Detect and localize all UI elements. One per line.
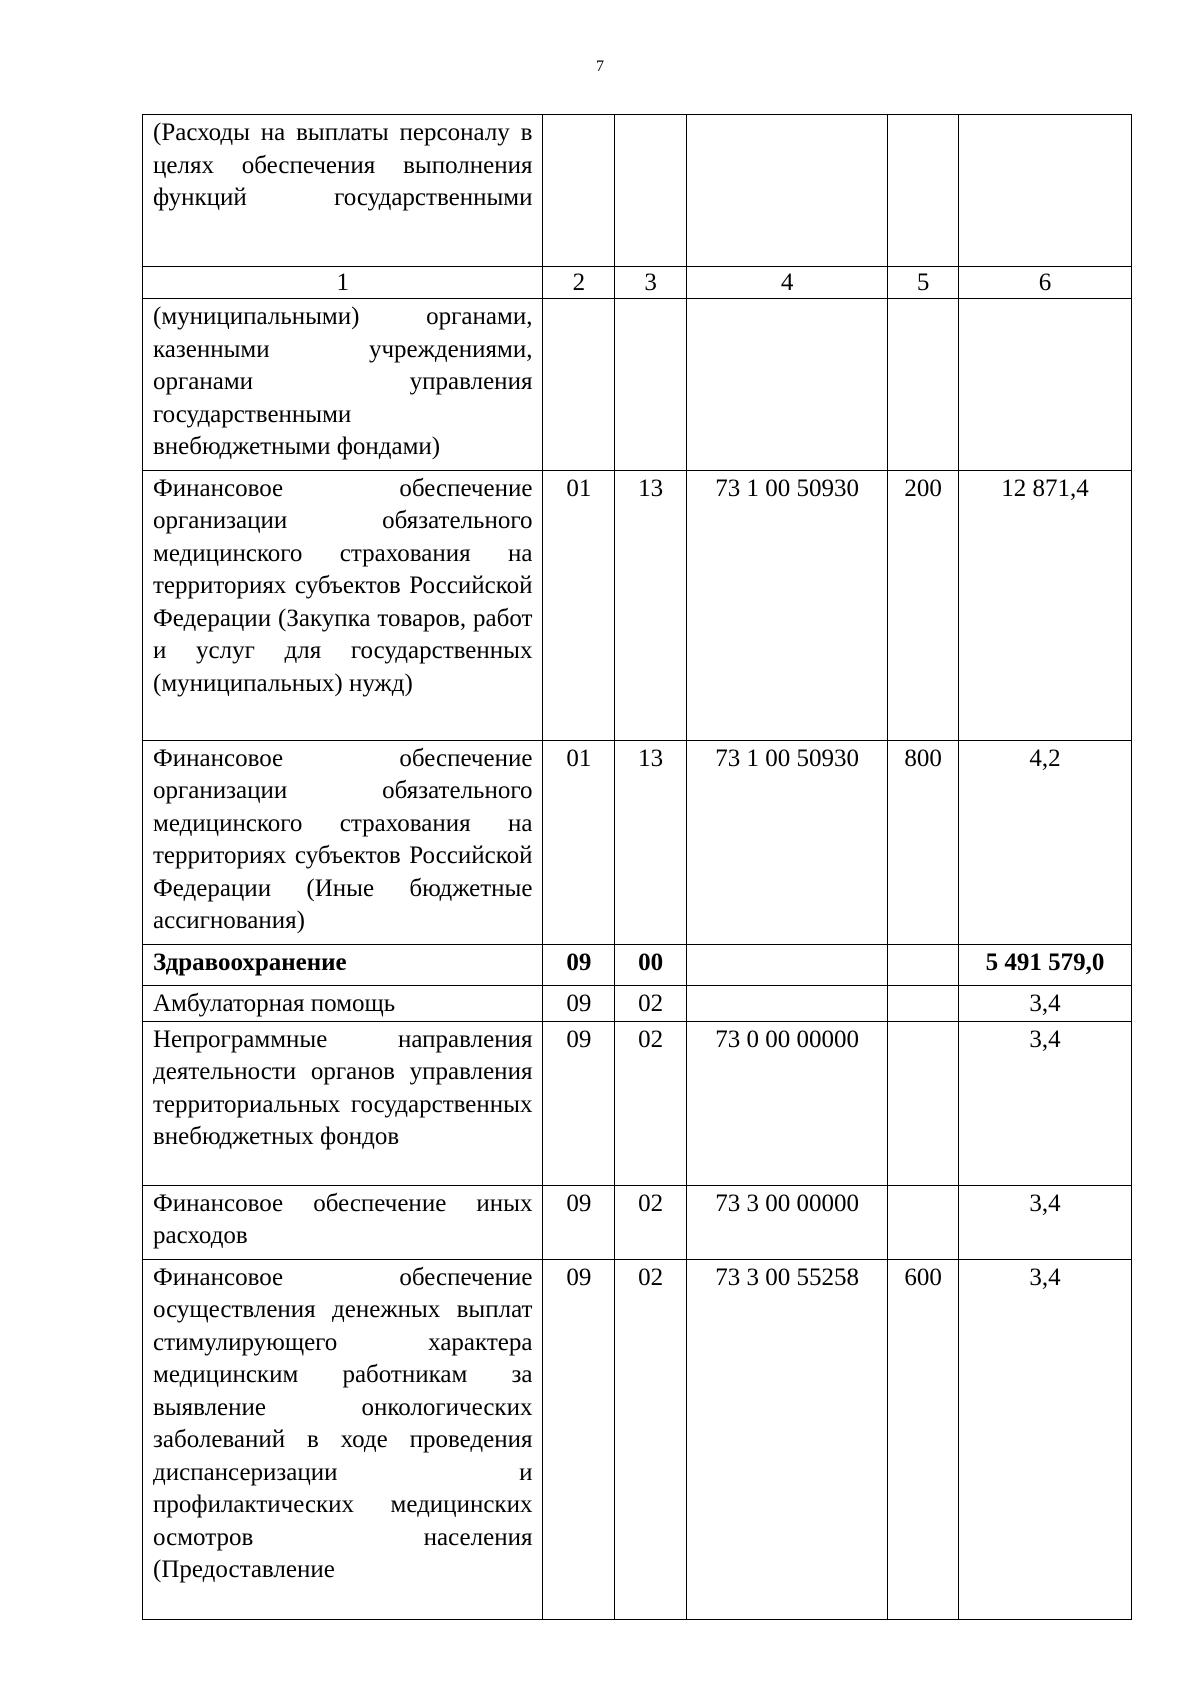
cell-target-article xyxy=(687,299,888,471)
cell-section: 01 xyxy=(543,740,615,944)
table-row xyxy=(143,1259,1132,1619)
cell-sum: 12 871,4 xyxy=(959,470,1132,740)
cell-expense-type xyxy=(888,115,959,267)
cell-target-article: 73 3 00 55258 xyxy=(687,1259,888,1619)
cell-section: 09 xyxy=(543,1021,615,1185)
header-row xyxy=(143,267,1132,299)
cell-target-article: 73 1 00 50930 xyxy=(687,470,888,740)
cell-name: (Расходы на выплаты персоналу в целях обеспечения выполнения функций государственными xyxy=(143,115,543,267)
header-col-1: 1 xyxy=(143,267,543,299)
cell-expense-type xyxy=(888,944,959,986)
cell-target-article xyxy=(687,944,888,986)
cell-target-article: 73 3 00 00000 xyxy=(687,1185,888,1259)
cell-expense-type xyxy=(888,1185,959,1259)
header-col-5: 5 xyxy=(888,267,959,299)
cell-name: (муниципальными) органами, казенными учреждениями, органами управления государственными внебюджетными фондами) xyxy=(143,299,543,471)
cell-expense-type xyxy=(888,1021,959,1185)
table-row xyxy=(143,470,1132,740)
cell-section xyxy=(543,299,615,471)
cell-section xyxy=(543,115,615,267)
header-col-6: 6 xyxy=(959,267,1132,299)
cell-section: 01 xyxy=(543,470,615,740)
table-row xyxy=(143,1021,1132,1185)
cell-expense-type: 600 xyxy=(888,1259,959,1619)
cell-target-article: 73 1 00 50930 xyxy=(687,740,888,944)
cell-target-article: 73 0 00 00000 xyxy=(687,1021,888,1185)
cell-subsection: 02 xyxy=(615,1021,687,1185)
table-row xyxy=(143,740,1132,944)
cell-name: Здравоохранение xyxy=(143,944,543,986)
header-col-3: 3 xyxy=(615,267,687,299)
cell-sum: 3,4 xyxy=(959,986,1132,1022)
cell-expense-type xyxy=(888,986,959,1022)
cell-sum: 4,2 xyxy=(959,740,1132,944)
cell-subsection xyxy=(615,299,687,471)
cell-section: 09 xyxy=(543,1259,615,1619)
cell-sum: 3,4 xyxy=(959,1259,1132,1619)
cell-expense-type xyxy=(888,299,959,471)
cell-target-article xyxy=(687,115,888,267)
cell-section: 09 xyxy=(543,986,615,1022)
cell-sum: 5 491 579,0 xyxy=(959,944,1132,986)
cell-name: Финансовое обеспечение осуществления денежных выплат стимулирующего характера медицинским работникам за выявление онкологических заболеваний в ходе проведения диспансеризации и профилактических медицинских осмотров населения (Предоставление xyxy=(143,1259,543,1619)
cell-section: 09 xyxy=(543,1185,615,1259)
cell-subsection: 00 xyxy=(615,944,687,986)
cell-sum: 3,4 xyxy=(959,1185,1132,1259)
cell-expense-type: 800 xyxy=(888,740,959,944)
cell-sum: 3,4 xyxy=(959,1021,1132,1185)
cell-name: Непрограммные направления деятельности органов управления территориальных государственных внебюджетных фондов xyxy=(143,1021,543,1185)
table-row xyxy=(143,986,1132,1022)
cell-sum xyxy=(959,115,1132,267)
cell-subsection: 02 xyxy=(615,1259,687,1619)
cell-sum xyxy=(959,299,1132,471)
header-col-4: 4 xyxy=(687,267,888,299)
table-row xyxy=(143,1185,1132,1259)
cell-section: 09 xyxy=(543,944,615,986)
header-col-2: 2 xyxy=(543,267,615,299)
page-number: 7 xyxy=(596,58,604,75)
cell-name: Амбулаторная помощь xyxy=(143,986,543,1022)
table-row xyxy=(143,115,1132,267)
cell-expense-type: 200 xyxy=(888,470,959,740)
cell-name: Финансовое обеспечение организации обязательного медицинского страхования на территориях субъектов Российской Федерации (Закупка товаров, работ и услуг для государственных (муниципальных) нужд) xyxy=(143,470,543,740)
table-row xyxy=(143,299,1132,471)
table-row-section-total xyxy=(143,944,1132,986)
cell-name: Финансовое обеспечение иных расходов xyxy=(143,1185,543,1259)
cell-subsection: 13 xyxy=(615,470,687,740)
cell-subsection: 13 xyxy=(615,740,687,944)
cell-subsection: 02 xyxy=(615,1185,687,1259)
cell-name: Финансовое обеспечение организации обязательного медицинского страхования на территориях субъектов Российской Федерации (Иные бюджетные ассигнования) xyxy=(143,740,543,944)
cell-target-article xyxy=(687,986,888,1022)
cell-subsection xyxy=(615,115,687,267)
cell-subsection: 02 xyxy=(615,986,687,1022)
budget-table xyxy=(142,114,1132,1620)
